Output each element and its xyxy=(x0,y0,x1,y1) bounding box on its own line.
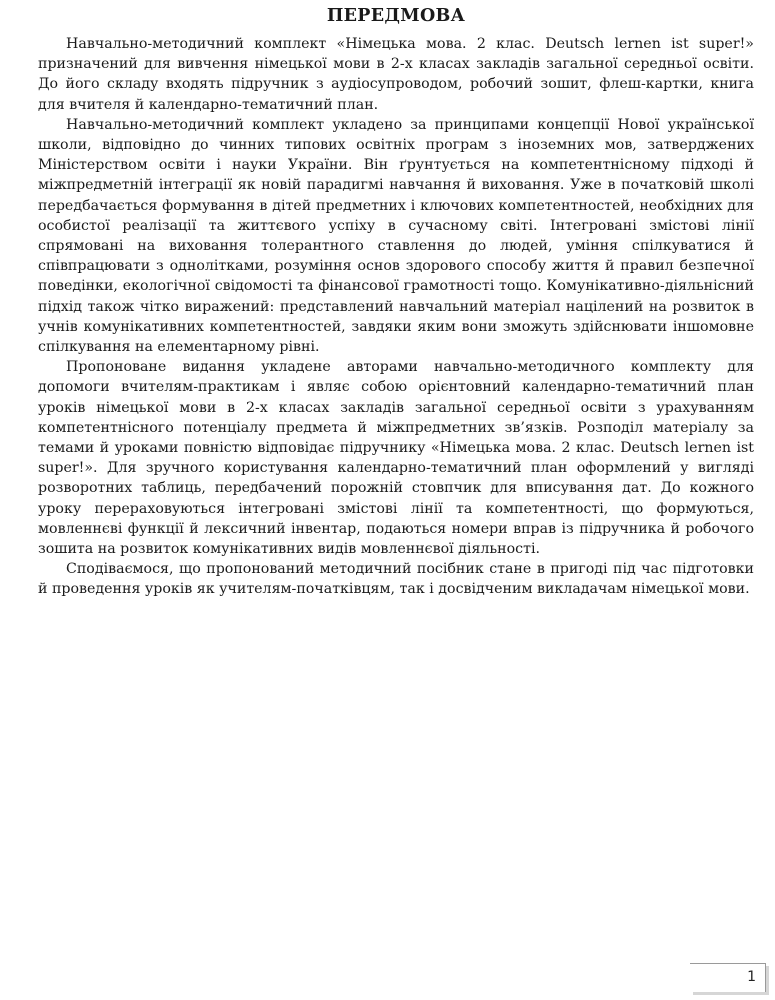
page-number: 1 xyxy=(747,969,756,985)
paragraph-closing: Сподіваємося, що пропонований методичний посібник стане в пригоді під час підготовки й проведення уроків як учителям-початківцям, так і досвідченим викладачам німецької мови. xyxy=(38,561,754,598)
document-page xyxy=(38,4,754,600)
paragraph-edition: Пропоноване видання укладене авторами навчально-методичного комплекту для допомоги вчителям-практикам і являє собою орієнтовний календарно-тематичний план уроків німецької мови в 2-х класах закладів загальної середньої освіти з урахуванням компетентнісного потенціалу предмета й міжпредметних зв’язків. Розподіл матеріалу за темами й уроками повністю відповідає підручнику «Німецька мова. 2 клас. Deutsch lernen ist super!». Для зручного користування календарно-тематичний план оформлений у вигляді розворотних таблиць, передбачений порожній стовпчик для вписування дат. До кожного уроку перераховуються інтегровані змістові лінії та компетентності, що формуються, мовленнєві функції й лексичний інвентар, подаються номери вправ із підручника й робочого зошита на розвиток комунікативних видів мовленнєвої діяльності. xyxy=(38,359,754,558)
page-number-frame xyxy=(690,963,766,992)
paragraph-concept: Навчально-методичний комплект укладено за принципами концепції Нової української школи, відповідно до чинних типових освітніх програм з іноземних мов, затверджених Міністерством освіти і науки України. Він ґрунтується на компетентнісному підході й міжпредметній інтеграції як новій парадигмі навчання й виховання. Уже в початковій школі передбачається формування в дітей предметних і ключових компетентностей, необхідних для особистої реалізації та життєвого успіху в сучасному світі. Інтегровані змістові лінії спрямовані на виховання толерантного ставлення до людей, уміння спілкуватися й співпрацювати з однолітками, розуміння основ здорового способу життя й правил безпечної поведінки, екологічної свідомості та фінансової грамотності тощо. Комунікативно-діяльнісний підхід також чітко виражений: представлений навчальний матеріал націлений на розвиток в учнів комунікативних компетентностей, завдяки яким вони зможуть здійснювати іншомовне спілкування на елементарному рівні. xyxy=(38,116,754,356)
page-title: ПЕРЕДМОВА xyxy=(326,6,466,26)
paragraph-intro: Навчально-методичний комплект «Німецька мова. 2 клас. Deutsch lernen ist super!» призначений для вивчення німецької мови в 2-х класах закладів загальної середньої освіти. До його складу входять підручник з аудіосупроводом, робочий зошит, флеш-картки, книга для вчителя й календарно-тематичний план. xyxy=(38,36,754,113)
